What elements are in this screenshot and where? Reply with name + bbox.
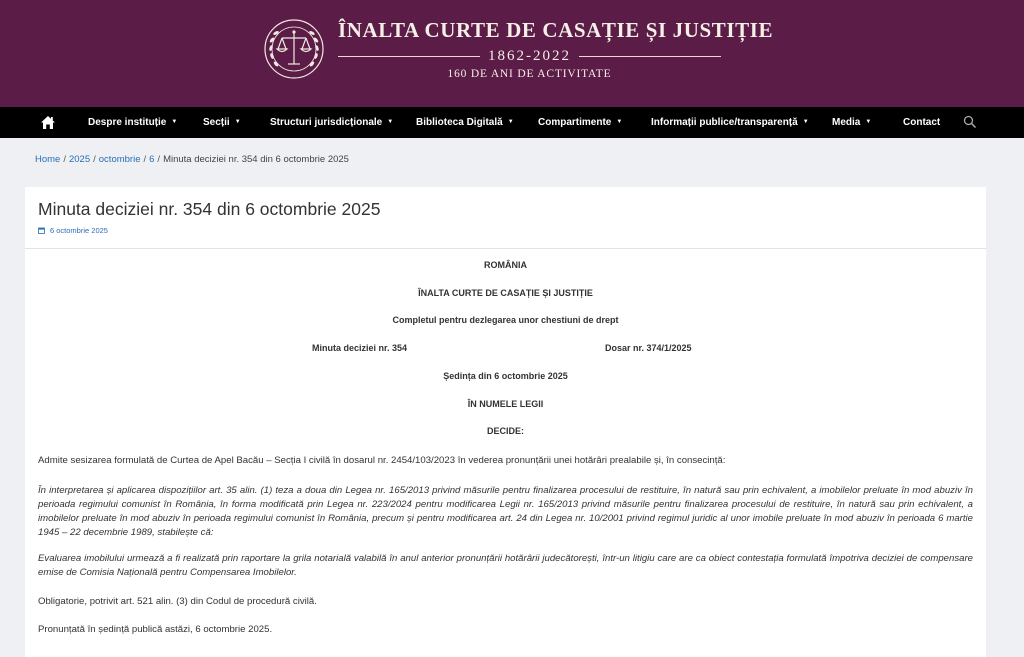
- chevron-down-icon: ▼: [171, 119, 178, 125]
- article-card: [25, 187, 986, 657]
- nav-item-structuri-jurisdictionale[interactable]: [270, 107, 393, 138]
- article-date-link[interactable]: 6 octombrie 2025: [50, 226, 108, 235]
- site-subtitle: 160 DE ANI DE ACTIVITATE: [447, 68, 612, 80]
- breadcrumb: [35, 154, 349, 165]
- doc-in-name: ÎN NUMELE LEGII: [467, 399, 544, 409]
- chevron-down-icon: ▼: [865, 119, 872, 125]
- chevron-down-icon: ▼: [507, 119, 514, 125]
- doc-paragraph: Obligatorie, potrivit art. 521 alin. (3) din Codul de procedură civilă.: [38, 596, 317, 607]
- breadcrumb-separator: /: [63, 154, 66, 165]
- page-title: Minuta deciziei nr. 354 din 6 octombrie 2025: [38, 199, 381, 219]
- nav-item-compartimente[interactable]: [538, 107, 622, 138]
- breadcrumb-day-link[interactable]: 6: [149, 154, 155, 165]
- nav-item-label: Contact: [903, 117, 941, 128]
- breadcrumb-separator: /: [157, 154, 161, 165]
- chevron-down-icon: ▼: [802, 119, 809, 125]
- scales-of-justice-seal-icon: [262, 18, 326, 80]
- nav-item-media[interactable]: [832, 107, 871, 138]
- breadcrumb-year-link[interactable]: 2025: [68, 154, 91, 165]
- doc-panel: Completul pentru dezlegarea unor chestiuni de drept: [392, 315, 619, 325]
- main-nav: [0, 107, 1024, 138]
- nav-item-label: Secții: [203, 117, 230, 129]
- site-header: [0, 0, 1024, 107]
- nav-item-biblioteca-digitala[interactable]: [416, 107, 514, 138]
- doc-paragraph: Admite sesizarea formulată de Curtea de Apel Bacău – Secția I civilă în dosarul nr. 2454/103/2023 în vederea pronunțării unei hotărâri prealabile și, în consecință:: [38, 455, 726, 466]
- calendar-icon: [38, 227, 45, 234]
- nav-item-label: Structuri jurisdicționale: [270, 117, 383, 129]
- nav-item-label: Informații publice/transparență: [651, 117, 798, 129]
- doc-paragraph: Pronunțată în ședință publică astăzi, 6 octombrie 2025.: [38, 624, 273, 635]
- breadcrumb-separator: /: [143, 154, 147, 165]
- nav-item-label: Compartimente: [538, 117, 612, 129]
- site-title: ÎNALTA CURTE DE CASAȚIE ȘI JUSTIȚIE: [338, 18, 774, 42]
- years-text: 1862-2022: [488, 48, 571, 64]
- doc-minute-number: Minuta deciziei nr. 354: [312, 343, 408, 353]
- site-years: [338, 48, 721, 65]
- nav-item-informatii-publice[interactable]: [651, 107, 809, 138]
- nav-item-label: Despre instituție: [88, 117, 167, 129]
- breadcrumb-home-link[interactable]: Home: [35, 154, 61, 165]
- site-title-block[interactable]: [338, 18, 774, 80]
- doc-paragraph: În interpretarea și aplicarea dispozițiilor art. 35 alin. (1) teza a doua din Legea nr. 165/2013 privind măsurile pentru finalizarea procesului de restituire, în natură sau prin echivalent, a imobilelor preluate în mod abuziv în perioada regimului comunist în România, în forma modificată prin Legea nr. 223/2024 pentru modificarea Legii nr. 165/2013 privind măsurile pentru finalizarea procesului de restituire, în natură sau prin echivalent, a imobilelor preluate în mod abuziv în perioada regimului comunist în România, precum și pentru modificarea art. 24 din Legea nr. 10/2001 privind regimul juridic al unor imobile preluate în mod abuziv în perioada 6 martie 1945 – 22 decembrie 1989, stabilește că:: [38, 485, 973, 538]
- doc-file-number: Dosar nr. 374/1/2025: [605, 343, 692, 353]
- doc-session: Ședința din 6 octombrie 2025: [443, 371, 568, 381]
- doc-court: ÎNALTA CURTE DE CASAȚIE ȘI JUSTIȚIE: [418, 288, 593, 298]
- doc-decides: DECIDE:: [486, 426, 524, 436]
- search-icon[interactable]: [963, 115, 977, 129]
- nav-item-despre-institutie[interactable]: [88, 107, 177, 138]
- chevron-down-icon: ▼: [387, 119, 394, 125]
- doc-country: ROMÂNIA: [484, 260, 527, 270]
- home-icon[interactable]: [40, 115, 56, 130]
- article-date: [38, 226, 986, 235]
- nav-item-label: Biblioteca Digitală: [416, 117, 503, 129]
- breadcrumb-current: Minuta deciziei nr. 354 din 6 octombrie 2025: [163, 154, 349, 165]
- breadcrumb-month-link[interactable]: octombrie: [98, 154, 141, 165]
- article-header: [25, 187, 986, 249]
- nav-item-label: Media: [832, 117, 861, 129]
- divider: [579, 56, 721, 57]
- nav-item-sectii[interactable]: [203, 107, 241, 138]
- site-logo[interactable]: [262, 18, 326, 80]
- chevron-down-icon: ▼: [234, 119, 241, 125]
- nav-item-contact[interactable]: [903, 107, 940, 138]
- divider: [338, 56, 480, 57]
- breadcrumb-separator: /: [93, 154, 96, 165]
- chevron-down-icon: ▼: [616, 119, 623, 125]
- doc-paragraph: Evaluarea imobilului urmează a fi realizată prin raportare la grila notarială valabilă în anul anterior pronunțării hotărârii judecătorești, într-un litigiu care are ca obiect contestația formulată împotriva deciziei de compensare emise de Comisia Națională pentru Compensarea Imobilelor.: [38, 553, 973, 578]
